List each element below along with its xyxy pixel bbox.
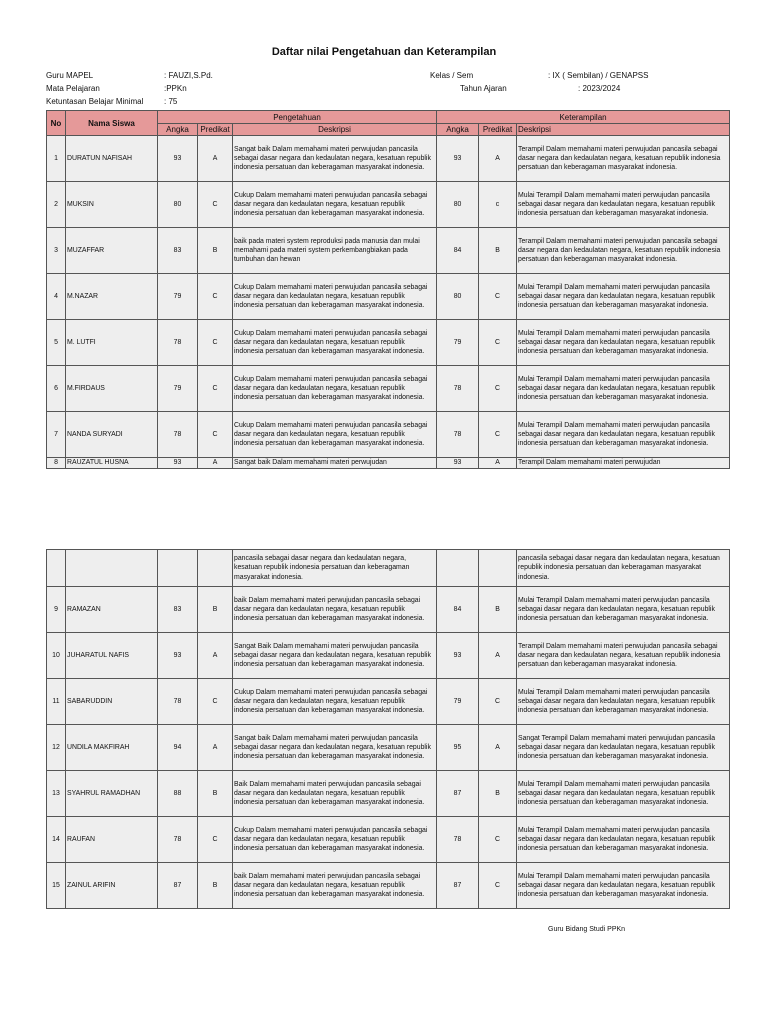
student-name: M.NAZAR	[66, 274, 158, 320]
predikat-keterampilan: C	[479, 412, 517, 458]
header-deskripsi-p: Deskripsi	[233, 124, 437, 136]
header-no: No	[47, 111, 66, 136]
header-pengetahuan: Pengetahuan	[158, 111, 437, 124]
deskripsi-keterampilan: Mulai Terampil Dalam memahami materi perwujudan pancasila sebagai dasar negara dan kedaulatan negara, kesatuan republik indonesia persatuan dan keberagaman masyarakat indonesia.	[517, 412, 730, 458]
student-name: SABARUDDIN	[66, 679, 158, 725]
header-angka-k: Angka	[437, 124, 479, 136]
predikat-keterampilan: C	[479, 863, 517, 909]
row-no: 3	[47, 228, 66, 274]
continuation-desc-k: pancasila sebagai dasar negara dan kedaulatan negara, kesatuan republik indonesia persatuan dan keberagaman masyarakat indonesia.	[517, 550, 730, 587]
header-predikat-p: Predikat	[198, 124, 233, 136]
deskripsi-pengetahuan: baik Dalam memahami materi perwujudan pancasila sebagai dasar negara dan kedaulatan negara, kesatuan republik indonesia persatuan dan keberagaman masyarakat indonesia.	[233, 863, 437, 909]
deskripsi-pengetahuan: Baik Dalam memahami materi perwujudan pancasila sebagai dasar negara dan kedaulatan negara, kesatuan republik indonesia persatuan dan keberagaman masyarakat indonesia.	[233, 771, 437, 817]
deskripsi-pengetahuan: baik pada materi system reproduksi pada manusia dan mulai memahami pada materi system perkembangbiakan pada tumbuhan dan hewan	[233, 228, 437, 274]
predikat-pengetahuan: C	[198, 817, 233, 863]
deskripsi-keterampilan: Mulai Terampil Dalam memahami materi perwujudan pancasila sebagai dasar negara dan kedaulatan negara, kesatuan republik indonesia persatuan dan keberagaman masyarakat indonesia.	[517, 320, 730, 366]
row-no: 9	[47, 587, 66, 633]
predikat-keterampilan: B	[479, 771, 517, 817]
table-row	[47, 863, 730, 909]
angka-pengetahuan: 79	[158, 366, 198, 412]
student-name: RAUFAN	[66, 817, 158, 863]
predikat-pengetahuan: B	[198, 771, 233, 817]
student-name: MUZAFFAR	[66, 228, 158, 274]
angka-pengetahuan: 93	[158, 458, 198, 469]
predikat-keterampilan: C	[479, 274, 517, 320]
deskripsi-keterampilan: Terampil Dalam memahami materi perwujudan pancasila sebagai dasar negara dan kedaulatan negara, kesatuan republik indonesia persatuan dan keberagaman masyarakat indonesia.	[517, 228, 730, 274]
angka-keterampilan: 84	[437, 587, 479, 633]
predikat-pengetahuan: A	[198, 136, 233, 182]
student-name: ZAINUL ARIFIN	[66, 863, 158, 909]
header-angka-p: Angka	[158, 124, 198, 136]
table-row	[47, 725, 730, 771]
row-no: 2	[47, 182, 66, 228]
row-no: 7	[47, 412, 66, 458]
guru-value: : FAUZI,S.Pd.	[164, 71, 213, 80]
deskripsi-keterampilan: Terampil Dalam memahami materi perwujudan	[517, 458, 730, 469]
table-row	[47, 771, 730, 817]
deskripsi-keterampilan: Sangat Terampil Dalam memahami materi perwujudan pancasila sebagai dasar negara dan kedaulatan negara, kesatuan republik indonesia persatuan dan keberagaman masyarakat indonesia.	[517, 725, 730, 771]
deskripsi-keterampilan: Mulai Terampil Dalam memahami materi perwujudan pancasila sebagai dasar negara dan kedaulatan negara, kesatuan republik indonesia persatuan dan keberagaman masyarakat indonesia.	[517, 274, 730, 320]
guru-label: Guru MAPEL	[46, 71, 94, 80]
deskripsi-pengetahuan: Cukup Dalam memahami materi perwujudan pancasila sebagai dasar negara dan kedaulatan negara, kesatuan republik indonesia persatuan dan keberagaman masyarakat indonesia.	[233, 182, 437, 228]
angka-keterampilan: 80	[437, 274, 479, 320]
deskripsi-pengetahuan: Cukup Dalam memahami materi perwujudan pancasila sebagai dasar negara dan kedaulatan negara, kesatuan republik indonesia persatuan dan keberagaman masyarakat indonesia.	[233, 412, 437, 458]
tahun-value: : 2023/2024	[578, 84, 621, 93]
row-no: 4	[47, 274, 66, 320]
angka-keterampilan: 87	[437, 771, 479, 817]
deskripsi-keterampilan: Terampil Dalam memahami materi perwujudan pancasila sebagai dasar negara dan kedaulatan negara, kesatuan republik indonesia persatuan dan keberagaman masyarakat indonesia.	[517, 633, 730, 679]
deskripsi-keterampilan: Terampil Dalam memahami materi perwujudan pancasila sebagai dasar negara dan kedaulatan negara, kesatuan republik indonesia persatuan dan keberagaman masyarakat indonesia.	[517, 136, 730, 182]
angka-pengetahuan: 80	[158, 182, 198, 228]
table-row	[47, 679, 730, 725]
angka-pengetahuan: 88	[158, 771, 198, 817]
angka-pengetahuan: 83	[158, 228, 198, 274]
deskripsi-keterampilan: Mulai Terampil Dalam memahami materi perwujudan pancasila sebagai dasar negara dan kedaulatan negara, kesatuan republik indonesia persatuan dan keberagaman masyarakat indonesia.	[517, 182, 730, 228]
angka-keterampilan: 78	[437, 366, 479, 412]
angka-keterampilan: 80	[437, 182, 479, 228]
predikat-keterampilan: c	[479, 182, 517, 228]
deskripsi-pengetahuan: Cukup Dalam memahami materi perwujudan pancasila sebagai dasar negara dan kedaulatan negara, kesatuan republik indonesia persatuan dan keberagaman masyarakat indonesia.	[233, 679, 437, 725]
angka-pengetahuan: 78	[158, 412, 198, 458]
predikat-keterampilan: A	[479, 725, 517, 771]
angka-pengetahuan: 78	[158, 320, 198, 366]
angka-keterampilan: 95	[437, 725, 479, 771]
row-no: 13	[47, 771, 66, 817]
angka-pengetahuan: 87	[158, 863, 198, 909]
predikat-pengetahuan: B	[198, 587, 233, 633]
header-keterampilan: Keterampilan	[437, 111, 730, 124]
predikat-keterampilan: A	[479, 633, 517, 679]
angka-pengetahuan: 94	[158, 725, 198, 771]
kelas-value: : IX ( Sembilan) / GENAPSS	[548, 71, 649, 80]
deskripsi-pengetahuan: Cukup Dalam memahami materi perwujudan pancasila sebagai dasar negara dan kedaulatan negara, kesatuan republik indonesia persatuan dan keberagaman masyarakat indonesia.	[233, 274, 437, 320]
kelas-label: Kelas / Sem	[430, 71, 474, 80]
table-row	[47, 320, 730, 366]
angka-keterampilan: 93	[437, 633, 479, 679]
deskripsi-pengetahuan: Sangat baik Dalam memahami materi perwujudan pancasila sebagai dasar negara dan kedaulatan negara, kesatuan republik indonesia persatuan dan keberagaman masyarakat indonesia.	[233, 136, 437, 182]
deskripsi-pengetahuan: Cukup Dalam memahami materi perwujudan pancasila sebagai dasar negara dan kedaulatan negara, kesatuan republik indonesia persatuan dan keberagaman masyarakat indonesia.	[233, 320, 437, 366]
student-name: UNDILA MAKFIRAH	[66, 725, 158, 771]
predikat-keterampilan: C	[479, 366, 517, 412]
deskripsi-keterampilan: Mulai Terampil Dalam memahami materi perwujudan pancasila sebagai dasar negara dan kedaulatan negara, kesatuan republik indonesia persatuan dan keberagaman masyarakat indonesia.	[517, 679, 730, 725]
student-name: NANDA SURYADI	[66, 412, 158, 458]
table-row	[47, 587, 730, 633]
header-nama: Nama Siswa	[66, 111, 158, 136]
student-name: MUKSIN	[66, 182, 158, 228]
tahun-label: Tahun Ajaran	[460, 84, 507, 93]
student-name: M.FIRDAUS	[66, 366, 158, 412]
continuation-desc-p: pancasila sebagai dasar negara dan kedaulatan negara, kesatuan republik indonesia persatuan dan keberagaman masyarakat indonesia.	[233, 550, 437, 587]
student-name: RAUZATUL HUSNA	[66, 458, 158, 469]
predikat-keterampilan: C	[479, 679, 517, 725]
predikat-pengetahuan: A	[198, 725, 233, 771]
predikat-keterampilan: A	[479, 458, 517, 469]
predikat-pengetahuan: A	[198, 633, 233, 679]
row-no: 14	[47, 817, 66, 863]
table-row	[47, 182, 730, 228]
predikat-pengetahuan: C	[198, 679, 233, 725]
deskripsi-pengetahuan: Sangat baik Dalam memahami materi perwujudan pancasila sebagai dasar negara dan kedaulatan negara, kesatuan republik indonesia persatuan dan keberagaman masyarakat indonesia.	[233, 725, 437, 771]
row-no: 15	[47, 863, 66, 909]
row-no: 8	[47, 458, 66, 469]
deskripsi-pengetahuan: Cukup Dalam memahami materi perwujudan pancasila sebagai dasar negara dan kedaulatan negara, kesatuan republik indonesia persatuan dan keberagaman masyarakat indonesia.	[233, 817, 437, 863]
table-row	[47, 633, 730, 679]
angka-keterampilan: 79	[437, 679, 479, 725]
angka-keterampilan: 78	[437, 817, 479, 863]
angka-keterampilan: 84	[437, 228, 479, 274]
kkm-value: : 75	[164, 97, 178, 106]
deskripsi-pengetahuan: Sangat Baik Dalam memahami materi perwujudan pancasila sebagai dasar negara dan kedaulatan negara, kesatuan republik indonesia persatuan dan keberagaman masyarakat indonesia.	[233, 633, 437, 679]
page-title: Daftar nilai Pengetahuan dan Keterampilan	[271, 46, 497, 58]
table-row	[47, 228, 730, 274]
angka-pengetahuan: 79	[158, 274, 198, 320]
row-no: 12	[47, 725, 66, 771]
grades-table-page2	[46, 549, 730, 909]
deskripsi-keterampilan: Mulai Terampil Dalam memahami materi perwujudan pancasila sebagai dasar negara dan kedaulatan negara, kesatuan republik indonesia persatuan dan keberagaman masyarakat indonesia.	[517, 863, 730, 909]
row-no: 5	[47, 320, 66, 366]
predikat-pengetahuan: C	[198, 182, 233, 228]
table-row	[47, 817, 730, 863]
row-no: 10	[47, 633, 66, 679]
header-predikat-k: Predikat	[479, 124, 517, 136]
table-row	[47, 274, 730, 320]
predikat-pengetahuan: C	[198, 274, 233, 320]
predikat-pengetahuan: C	[198, 412, 233, 458]
deskripsi-keterampilan: Mulai Terampil Dalam memahami materi perwujudan pancasila sebagai dasar negara dan kedaulatan negara, kesatuan republik indonesia persatuan dan keberagaman masyarakat indonesia.	[517, 771, 730, 817]
predikat-pengetahuan: C	[198, 320, 233, 366]
predikat-keterampilan: B	[479, 587, 517, 633]
student-name: SYAHRUL RAMADHAN	[66, 771, 158, 817]
predikat-pengetahuan: B	[198, 863, 233, 909]
deskripsi-keterampilan: Mulai Terampil Dalam memahami materi perwujudan pancasila sebagai dasar negara dan kedaulatan negara, kesatuan republik indonesia persatuan dan keberagaman masyarakat indonesia.	[517, 587, 730, 633]
predikat-keterampilan: B	[479, 228, 517, 274]
angka-pengetahuan: 83	[158, 587, 198, 633]
deskripsi-pengetahuan: baik Dalam memahami materi perwujudan pancasila sebagai dasar negara dan kedaulatan negara, kesatuan republik indonesia persatuan dan keberagaman masyarakat indonesia.	[233, 587, 437, 633]
continuation-row	[47, 550, 730, 587]
table-row	[47, 412, 730, 458]
grades-table-page1	[46, 110, 730, 469]
predikat-keterampilan: C	[479, 817, 517, 863]
deskripsi-pengetahuan: Sangat baik Dalam memahami materi perwujudan	[233, 458, 437, 469]
angka-pengetahuan: 78	[158, 679, 198, 725]
predikat-keterampilan: C	[479, 320, 517, 366]
angka-pengetahuan: 93	[158, 633, 198, 679]
student-name: DURATUN NAFISAH	[66, 136, 158, 182]
table-row	[47, 366, 730, 412]
angka-keterampilan: 78	[437, 412, 479, 458]
student-name: RAMAZAN	[66, 587, 158, 633]
row-no: 1	[47, 136, 66, 182]
angka-keterampilan: 87	[437, 863, 479, 909]
angka-pengetahuan: 78	[158, 817, 198, 863]
mapel-label: Mata Pelajaran	[46, 84, 100, 93]
deskripsi-keterampilan: Mulai Terampil Dalam memahami materi perwujudan pancasila sebagai dasar negara dan kedaulatan negara, kesatuan republik indonesia persatuan dan keberagaman masyarakat indonesia.	[517, 366, 730, 412]
deskripsi-pengetahuan: Cukup Dalam memahami materi perwujudan pancasila sebagai dasar negara dan kedaulatan negara, kesatuan republik indonesia persatuan dan keberagaman masyarakat indonesia.	[233, 366, 437, 412]
angka-keterampilan: 93	[437, 458, 479, 469]
row-no: 11	[47, 679, 66, 725]
table-row	[47, 458, 730, 469]
row-no: 6	[47, 366, 66, 412]
student-name: M. LUTFI	[66, 320, 158, 366]
predikat-pengetahuan: C	[198, 366, 233, 412]
angka-pengetahuan: 93	[158, 136, 198, 182]
predikat-keterampilan: A	[479, 136, 517, 182]
kkm-label: Ketuntasan Belajar Minimal	[46, 97, 144, 106]
header-deskripsi-k: Deskripsi	[517, 124, 730, 136]
angka-keterampilan: 79	[437, 320, 479, 366]
student-name: JUHARATUL NAFIS	[66, 633, 158, 679]
angka-keterampilan: 93	[437, 136, 479, 182]
table-row	[47, 136, 730, 182]
predikat-pengetahuan: A	[198, 458, 233, 469]
signature-label: Guru Bidang Studi PPKn	[548, 926, 626, 933]
mapel-value: :PPKn	[164, 84, 187, 93]
deskripsi-keterampilan: Mulai Terampil Dalam memahami materi perwujudan pancasila sebagai dasar negara dan kedaulatan negara, kesatuan republik indonesia persatuan dan keberagaman masyarakat indonesia.	[517, 817, 730, 863]
predikat-pengetahuan: B	[198, 228, 233, 274]
